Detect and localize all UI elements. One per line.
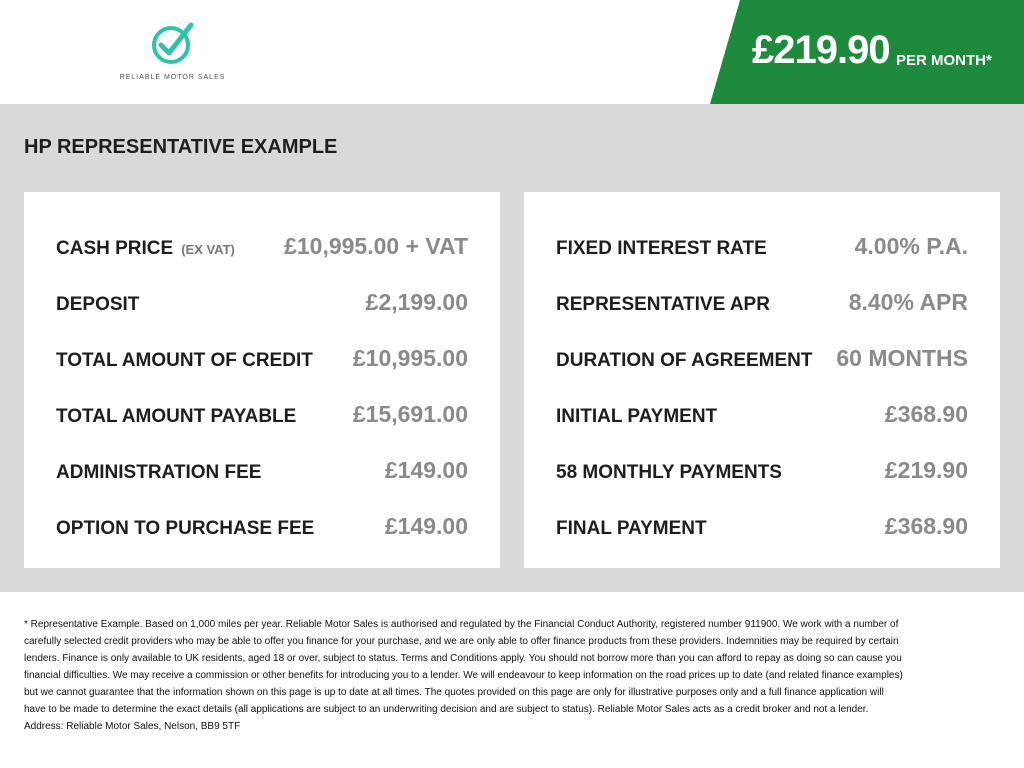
- row-label: TOTAL AMOUNT PAYABLE: [56, 406, 297, 427]
- row-label: REPRESENTATIVE APR: [556, 294, 770, 315]
- row-label: FIXED INTEREST RATE: [556, 238, 767, 259]
- finance-card-right: [524, 192, 1000, 568]
- row-apr: [556, 286, 968, 316]
- row-value: £2,199.00: [365, 289, 468, 315]
- row-final-payment: [556, 510, 968, 540]
- finance-card-left: [24, 192, 500, 568]
- header: [0, 0, 1024, 104]
- row-option-fee: [56, 510, 468, 540]
- row-interest-rate: [556, 230, 968, 260]
- row-label: OPTION TO PURCHASE FEE: [56, 518, 315, 539]
- row-value: £149.00: [384, 457, 468, 483]
- row-label: TOTAL AMOUNT OF CREDIT: [56, 350, 313, 371]
- row-value: £149.00: [384, 513, 468, 539]
- disclaimer-text: * Representative Example. Based on 1,000 miles per year. Reliable Motor Sales is authorised and regulated by the Financial Conduct Authority, registered number 911900. We work with a number of carefully selected credit providers who may be able to offer you finance for your purchase, and we are only able to offer finance products from these providers. Indemnities may be required by certain lenders. Finance is only available to UK residents, aged 18 or over, subject to status. Terms and Conditions apply. You should not borrow more than you can afford to repay as doing so can cause you financial difficulties. We may receive a commission or other benefits for introducing you to a lender. We will endeavour to keep information on the road prices up to date (and related finance examples) but we cannot guarantee that the information shown on this page is up to date at all times. The quotes provided on this page are only for illustrative purposes only and a full finance application will have to be made to determine the exact details (all applications are subject to an underwriting decision and are subject to status). Reliable Motor Sales acts as a credit broker and not a lender. Address: Reliable Motor Sales, Nelson, BB9 5TF: [24, 619, 903, 732]
- row-value: £10,995.00: [352, 345, 468, 371]
- logo-text: RELIABLE MOTOR SALES: [119, 74, 226, 81]
- logo[interactable]: [105, 20, 240, 86]
- row-label: DEPOSIT: [56, 294, 140, 315]
- row-value: 60 MONTHS: [836, 345, 968, 371]
- row-label: 58 MONTHLY PAYMENTS: [556, 462, 782, 483]
- row-value: 8.40% APR: [848, 289, 968, 315]
- row-value: £15,691.00: [352, 401, 468, 427]
- monthly-price-suffix: PER MONTH*: [896, 52, 992, 69]
- checkmark-circle-icon: [150, 20, 196, 66]
- section-title: HP REPRESENTATIVE EXAMPLE: [24, 136, 338, 158]
- row-value: £219.90: [884, 457, 968, 483]
- row-cash-price: [56, 230, 468, 260]
- row-value: £368.90: [884, 513, 968, 539]
- row-value: £368.90: [884, 401, 968, 427]
- row-deposit: [56, 286, 468, 316]
- row-label: CASH PRICE (EX VAT): [56, 238, 235, 259]
- row-duration: [556, 342, 968, 372]
- row-label: ADMINISTRATION FEE: [56, 462, 262, 483]
- row-monthly-payments: [556, 454, 968, 484]
- row-label: INITIAL PAYMENT: [556, 406, 718, 427]
- row-value: 4.00% P.A.: [854, 233, 968, 259]
- row-initial-payment: [556, 398, 968, 428]
- row-total-credit: [56, 342, 468, 372]
- row-qualifier: (EX VAT): [181, 242, 235, 257]
- row-admin-fee: [56, 454, 468, 484]
- row-label: FINAL PAYMENT: [556, 518, 707, 539]
- row-total-payable: [56, 398, 468, 428]
- row-value: £10,995.00 + VAT: [284, 233, 468, 259]
- row-label: DURATION OF AGREEMENT: [556, 350, 813, 371]
- monthly-price: £219.90: [752, 28, 890, 72]
